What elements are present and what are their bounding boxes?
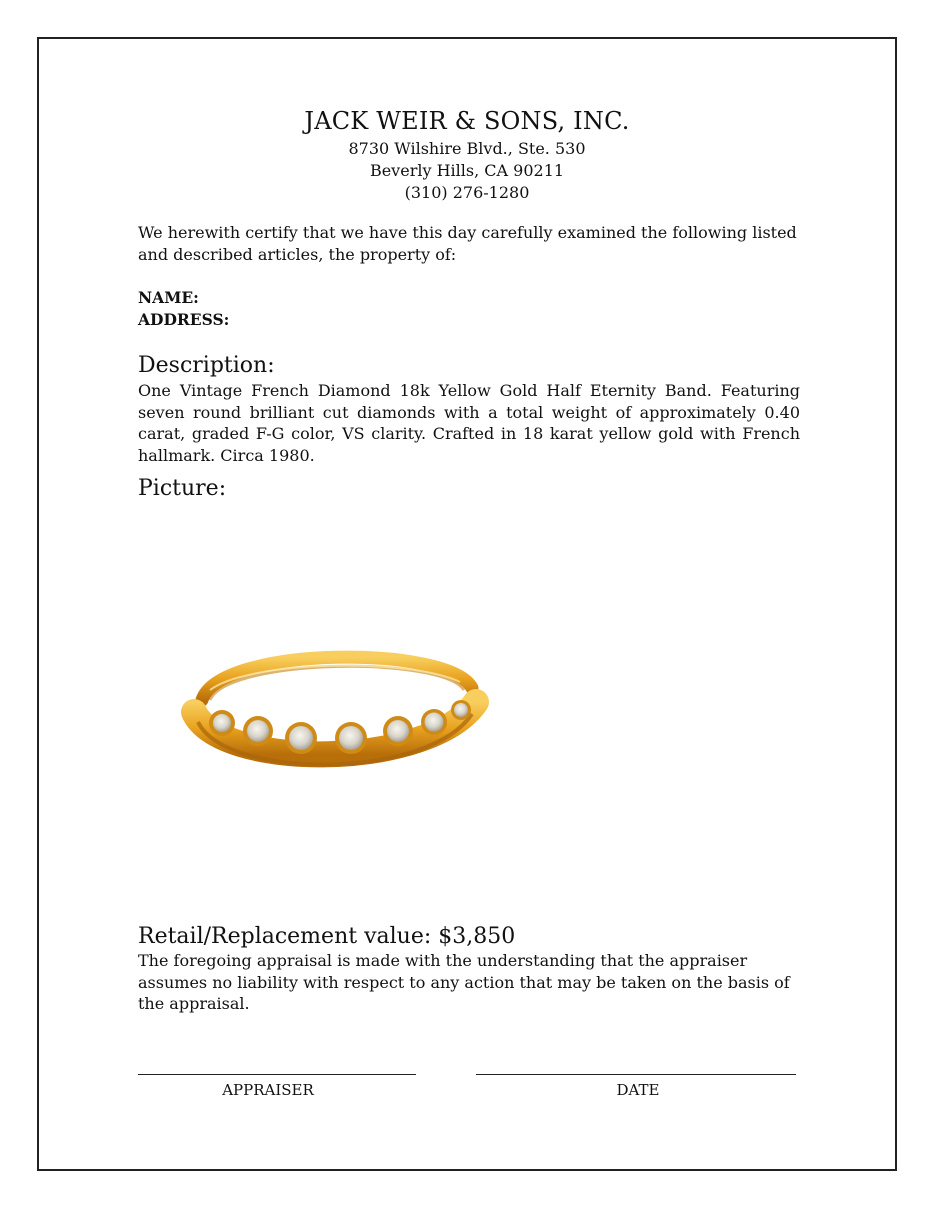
address-line-2: Beverly Hills, CA 90211 bbox=[369, 161, 565, 180]
description-heading: Description: bbox=[138, 353, 275, 378]
owner-fields bbox=[138, 287, 800, 330]
disclaimer-text: The foregoing appraisal is made with the understanding that the appraiser assumes no liability with respect to any action that may be taken on the basis of the appraisal. bbox=[138, 951, 790, 1013]
ring-image bbox=[180, 630, 490, 800]
company-name: JACK WEIR & SONS, INC. bbox=[304, 107, 630, 135]
address-label: ADDRESS: bbox=[138, 309, 230, 329]
letterhead bbox=[37, 104, 897, 204]
ring-icon bbox=[180, 630, 490, 800]
date-signature-line bbox=[476, 1074, 796, 1075]
phone-number: (310) 276-1280 bbox=[404, 183, 530, 202]
appraiser-label: APPRAISER bbox=[222, 1081, 314, 1099]
name-label: NAME: bbox=[138, 288, 199, 307]
picture-heading: Picture: bbox=[138, 476, 227, 501]
retail-value: Retail/Replacement value: $3,850 bbox=[138, 924, 516, 949]
date-label: DATE bbox=[616, 1081, 660, 1099]
certification-statement: We herewith certify that we have this day carefully examined the following listed and described articles, the property of: bbox=[138, 223, 797, 264]
description-text: One Vintage French Diamond 18k Yellow Gold Half Eternity Band. Featuring seven round brilliant cut diamonds with a total weight of approximately 0.40 carat, graded F-G color, VS clarity. Crafted in 18 karat yellow gold with French hallmark. Circa 1980. bbox=[138, 381, 800, 465]
appraiser-signature-line bbox=[138, 1074, 416, 1075]
address-line-1: 8730 Wilshire Blvd., Ste. 530 bbox=[348, 139, 586, 158]
